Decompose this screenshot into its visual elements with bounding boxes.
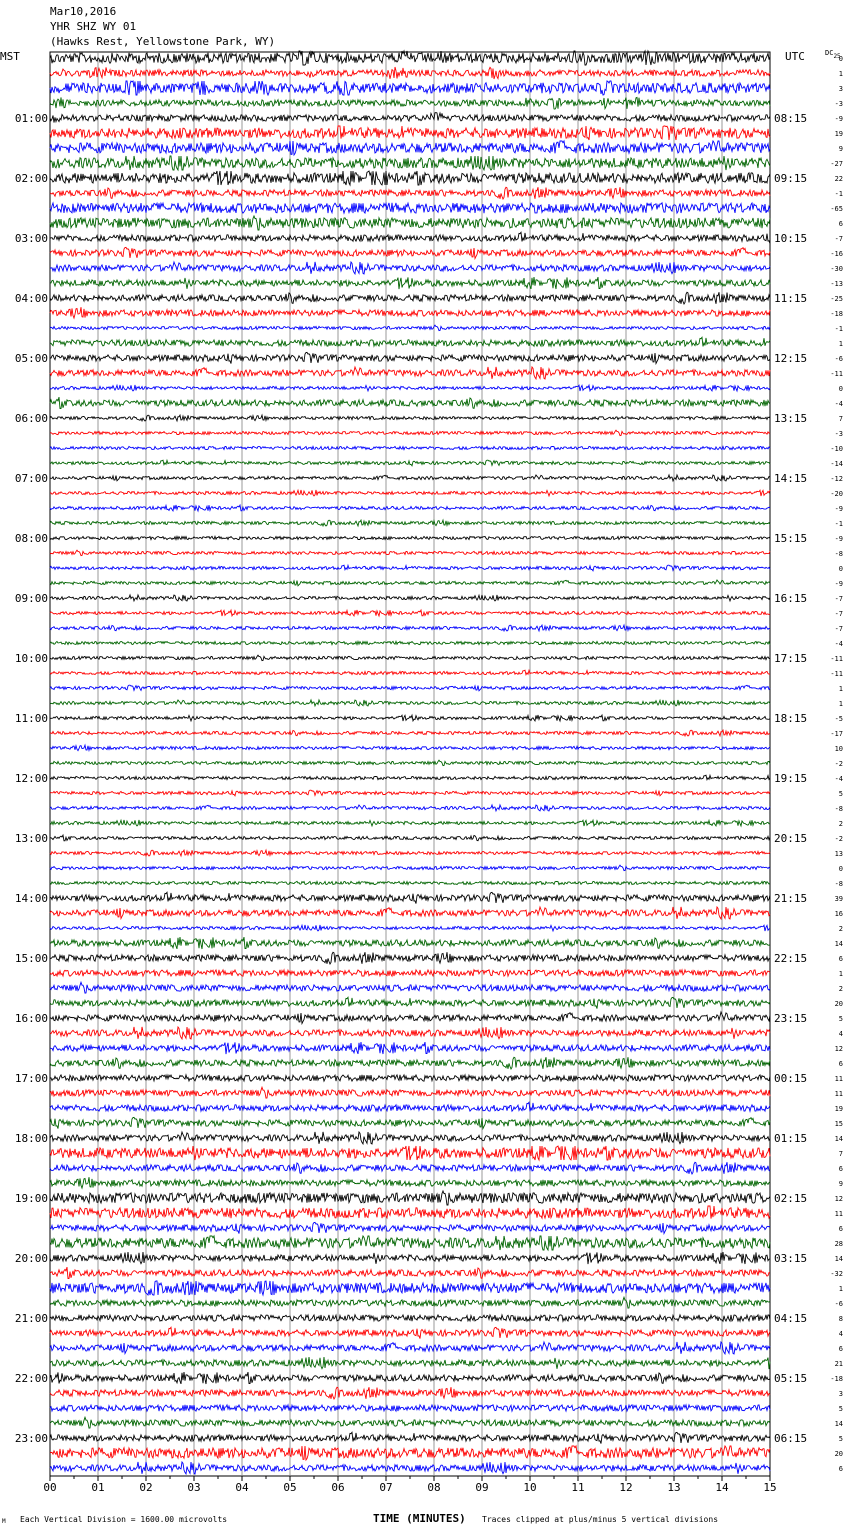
dc-offset-label: 2 xyxy=(838,985,843,993)
trace-line xyxy=(50,625,770,631)
x-axis-tick-label: 11 xyxy=(571,1481,585,1494)
trace-line xyxy=(50,97,770,109)
trace-line xyxy=(50,247,770,258)
trace-line xyxy=(50,760,770,765)
x-axis-tick-label: 10 xyxy=(523,1481,537,1494)
left-hour-label: 02:00 xyxy=(14,172,48,185)
left-hour-label: 14:00 xyxy=(14,892,48,905)
trace-line xyxy=(50,1117,770,1128)
x-axis-tick-label: 07 xyxy=(379,1481,393,1494)
dc-offset-label: -13 xyxy=(830,280,843,288)
trace-line xyxy=(50,1027,770,1039)
dc-offset-label: -30 xyxy=(830,265,843,273)
dc-offset-label: 2 xyxy=(838,925,843,933)
dc-offset-label: -8 xyxy=(834,805,843,813)
left-hour-label: 07:00 xyxy=(14,472,48,485)
right-hour-label: 08:15 xyxy=(774,112,808,125)
dc-offset-label: -1 xyxy=(834,325,843,333)
trace-line xyxy=(50,171,770,185)
dc-offset-label: 14 xyxy=(834,1255,843,1263)
trace-line xyxy=(50,446,770,449)
date-label: Mar10,2016 xyxy=(50,5,117,18)
trace-line xyxy=(50,1315,770,1321)
dc-offset-label: 2 xyxy=(838,820,843,828)
dc-offset-label: 16 xyxy=(834,910,843,918)
left-hour-label: 18:00 xyxy=(14,1132,48,1145)
left-hour-label: 10:00 xyxy=(14,652,48,665)
right-hour-label: 20:15 xyxy=(774,832,808,845)
x-axis-tick-label: 00 xyxy=(43,1481,57,1494)
trace-line xyxy=(50,820,770,826)
dc-offset-label: -1 xyxy=(834,190,843,198)
right-hour-label: 13:15 xyxy=(774,412,808,425)
dc-offset-label: -3 xyxy=(834,430,843,438)
trace-line xyxy=(50,1462,770,1474)
dc-offset-label: 28 xyxy=(834,1240,843,1248)
trace-line xyxy=(50,51,770,65)
trace-line xyxy=(50,952,770,964)
trace-line xyxy=(50,1432,770,1443)
trace-line xyxy=(50,187,770,199)
right-hour-label: 12:15 xyxy=(774,352,808,365)
trace-line xyxy=(50,367,770,379)
trace-line xyxy=(50,385,770,391)
dc-offset-label: 20 xyxy=(834,1450,843,1458)
trace-line xyxy=(50,892,770,903)
x-axis-tick-label: 02 xyxy=(139,1481,153,1494)
trace-line xyxy=(50,610,770,616)
trace-line xyxy=(50,881,770,884)
dc-offset-label: 4 xyxy=(838,1330,843,1338)
trace-line xyxy=(50,216,770,230)
trace-line xyxy=(50,835,770,841)
trace-line xyxy=(50,1162,770,1174)
right-hour-label: 10:15 xyxy=(774,232,808,245)
trace-line xyxy=(50,262,770,274)
dc-offset-label: 12 xyxy=(834,1045,843,1053)
trace-line xyxy=(50,1357,770,1369)
trace-line xyxy=(50,865,770,870)
trace-line xyxy=(50,1327,770,1338)
dc-offset-label: -6 xyxy=(834,355,843,363)
dc-offset-label: -4 xyxy=(834,400,843,408)
left-hour-label: 16:00 xyxy=(14,1012,48,1025)
dc-offset-label: 5 xyxy=(838,1405,843,1413)
left-hour-label: 21:00 xyxy=(14,1312,48,1325)
trace-line xyxy=(50,1191,770,1205)
trace-line xyxy=(50,352,770,363)
dc-offset-label: -18 xyxy=(830,310,843,318)
x-axis-tick-label: 01 xyxy=(91,1481,105,1494)
trace-line xyxy=(50,415,770,421)
right-hour-label: 17:15 xyxy=(774,652,808,665)
trace-line xyxy=(50,1252,770,1264)
trace-line xyxy=(50,685,770,691)
trace-line xyxy=(50,490,770,496)
dc-offset-label: 6 xyxy=(838,1060,843,1068)
right-hour-label: 14:15 xyxy=(774,472,808,485)
dc-offset-label: -17 xyxy=(830,730,843,738)
left-hour-label: 17:00 xyxy=(14,1072,48,1085)
trace-line xyxy=(50,805,770,811)
dc-offset-label: -7 xyxy=(834,610,843,618)
dc-offset-label: 1 xyxy=(838,700,843,708)
left-hour-label: 20:00 xyxy=(14,1252,48,1265)
x-axis-tick-label: 03 xyxy=(187,1481,201,1494)
dc-offset-label: 14 xyxy=(834,1135,843,1143)
trace-line xyxy=(50,641,770,644)
dc-offset-label: 3 xyxy=(838,85,843,93)
dc-offset-label: 6 xyxy=(838,1345,843,1353)
location-label: (Hawks Rest, Yellowstone Park, WY) xyxy=(50,35,276,48)
dc-offset-label: 0 xyxy=(838,55,843,63)
right-hour-label: 16:15 xyxy=(774,592,808,605)
dc-offset-label: 19 xyxy=(834,1105,843,1113)
trace-line xyxy=(50,730,770,736)
dc-offset-label: -8 xyxy=(834,880,843,888)
right-hour-label: 19:15 xyxy=(774,772,808,785)
dc-offset-label: 11 xyxy=(834,1075,843,1083)
right-hour-label: 01:15 xyxy=(774,1132,808,1145)
dc-offset-label: 1 xyxy=(838,340,843,348)
dc-offset-label: -4 xyxy=(834,640,843,648)
left-hour-label: 04:00 xyxy=(14,292,48,305)
dc-offset-label: 0 xyxy=(838,865,843,873)
trace-line xyxy=(50,790,770,796)
dc-offset-label: 8 xyxy=(838,1315,843,1323)
dc-offset-label: -1 xyxy=(834,520,843,528)
dc-offset-label: -9 xyxy=(834,505,843,513)
trace-line xyxy=(50,1281,770,1295)
right-hour-label: 18:15 xyxy=(774,712,808,725)
trace-line xyxy=(50,1177,770,1188)
trace-line xyxy=(50,203,770,213)
dc-offset-label: -65 xyxy=(830,205,843,213)
left-hour-label: 15:00 xyxy=(14,952,48,965)
trace-line xyxy=(50,1342,770,1354)
trace-line xyxy=(50,1012,770,1024)
trace-line xyxy=(50,700,770,706)
trace-line xyxy=(50,1087,770,1098)
trace-line xyxy=(50,1267,770,1278)
dc-offset-label: -6 xyxy=(834,1300,843,1308)
dc-offset-label: 14 xyxy=(834,1420,843,1428)
trace-line xyxy=(50,81,770,95)
left-hour-label: 03:00 xyxy=(14,232,48,245)
right-hour-label: 21:15 xyxy=(774,892,808,905)
dc-offset-label: 3 xyxy=(838,1390,843,1398)
trace-line xyxy=(50,997,770,1008)
dc-offset-label: -10 xyxy=(830,445,843,453)
dc-offset-label: 6 xyxy=(838,955,843,963)
dc-offset-label: -5 xyxy=(834,715,843,723)
trace-line xyxy=(50,925,770,931)
x-axis-tick-label: 15 xyxy=(763,1481,777,1494)
dc-offset-label: -12 xyxy=(830,475,843,483)
dc-offset-label: -9 xyxy=(834,580,843,588)
dc-offset-label: 22 xyxy=(834,175,843,183)
dc-offset-label: -27 xyxy=(830,160,843,168)
dc-offset-label: -20 xyxy=(830,490,843,498)
right-hour-label: 15:15 xyxy=(774,532,808,545)
dc-offset-label: 9 xyxy=(838,1180,843,1188)
trace-line xyxy=(50,460,770,466)
dc-offset-label: -9 xyxy=(834,115,843,123)
dc-offset-label: -2 xyxy=(834,760,843,768)
dc-offset-label: 1 xyxy=(838,970,843,978)
dc-offset-label: 13 xyxy=(834,850,843,858)
trace-line xyxy=(50,1132,770,1144)
dc-offset-label: 21 xyxy=(834,1360,843,1368)
dc-offset-label: -7 xyxy=(834,235,843,243)
left-timezone-label: MST xyxy=(0,50,20,63)
trace-line xyxy=(50,1417,770,1428)
left-hour-label: 23:00 xyxy=(14,1432,48,1445)
trace-line xyxy=(50,1387,770,1399)
trace-line xyxy=(50,850,770,856)
left-hour-label: 19:00 xyxy=(14,1192,48,1205)
right-hour-label: 09:15 xyxy=(774,172,808,185)
left-hour-label: 01:00 xyxy=(14,112,48,125)
trace-line xyxy=(50,1236,770,1250)
x-axis-tick-label: 05 xyxy=(283,1481,297,1494)
trace-line xyxy=(50,505,770,511)
dc-offset-label: 0 xyxy=(838,565,843,573)
right-hour-label: 11:15 xyxy=(774,292,808,305)
dc-offset-label: 7 xyxy=(838,415,843,423)
right-timezone-label: UTC xyxy=(785,50,805,63)
trace-line xyxy=(50,325,770,330)
trace-line xyxy=(50,536,770,539)
dc-offset-label: -25 xyxy=(830,295,843,303)
dc-offset-label: 11 xyxy=(834,1090,843,1098)
trace-line xyxy=(50,595,770,601)
left-hour-label: 08:00 xyxy=(14,532,48,545)
left-hour-label: 09:00 xyxy=(14,592,48,605)
dc-offset-label: 12 xyxy=(834,1195,843,1203)
trace-line xyxy=(50,156,770,170)
x-axis-tick-label: 09 xyxy=(475,1481,489,1494)
left-hour-label: 22:00 xyxy=(14,1372,48,1385)
trace-line xyxy=(50,232,770,243)
trace-line xyxy=(50,292,770,304)
dc-offset-label: -11 xyxy=(830,670,843,678)
left-hour-label: 05:00 xyxy=(14,352,48,365)
right-hour-label: 03:15 xyxy=(774,1252,808,1265)
dc-offset-label: 20 xyxy=(834,1000,843,1008)
dc-offset-label: 9 xyxy=(838,145,843,153)
trace-line xyxy=(50,715,770,721)
trace-line xyxy=(50,1222,770,1233)
right-hour-label: 02:15 xyxy=(774,1192,808,1205)
trace-line xyxy=(50,745,770,751)
dc-offset-label: 6 xyxy=(838,1225,843,1233)
x-axis-tick-label: 06 xyxy=(331,1481,345,1494)
dc-offset-label: 39 xyxy=(834,895,843,903)
trace-line xyxy=(50,907,770,919)
left-hour-label: 12:00 xyxy=(14,772,48,785)
left-hour-label: 11:00 xyxy=(14,712,48,725)
right-hour-label: 00:15 xyxy=(774,1072,808,1085)
x-axis-title: TIME (MINUTES) xyxy=(373,1512,466,1525)
trace-line xyxy=(50,1206,770,1219)
dc-offset-label: 6 xyxy=(838,220,843,228)
trace-line xyxy=(50,113,770,123)
trace-line xyxy=(50,1057,770,1069)
dc-offset-label: 14 xyxy=(834,940,843,948)
trace-line xyxy=(50,141,770,155)
trace-line xyxy=(50,982,770,993)
trace-line xyxy=(50,1405,770,1411)
vertical-division-note: Each Vertical Division = 1600.00 microvolts xyxy=(20,1515,228,1524)
trace-line xyxy=(50,1297,770,1308)
dc-offset-label: 5 xyxy=(838,1015,843,1023)
right-hour-label: 05:15 xyxy=(774,1372,808,1385)
trace-line xyxy=(50,1075,770,1081)
trace-line xyxy=(50,580,770,586)
trace-line xyxy=(50,670,770,675)
dc-offset-label: -8 xyxy=(834,550,843,558)
dc-offset-label: 1 xyxy=(838,1285,843,1293)
dc-offset-label: -7 xyxy=(834,625,843,633)
dc-offset-label: -16 xyxy=(830,250,843,258)
left-hour-label: 06:00 xyxy=(14,412,48,425)
trace-line xyxy=(50,565,770,571)
trace-line xyxy=(50,775,770,780)
x-axis-tick-label: 12 xyxy=(619,1481,633,1494)
trace-line xyxy=(50,337,770,346)
dc-offset-label: -11 xyxy=(830,655,843,663)
station-label: YHR SHZ WY 01 xyxy=(50,20,137,33)
trace-line xyxy=(50,307,770,318)
dc-offset-label: 7 xyxy=(838,1150,843,1158)
trace-line xyxy=(50,1146,770,1160)
x-axis-tick-label: 14 xyxy=(715,1481,729,1494)
dc-offset-label: 4 xyxy=(838,1030,843,1038)
x-axis-tick-label: 08 xyxy=(427,1481,441,1494)
dc-offset-label: 5 xyxy=(838,790,843,798)
trace-line xyxy=(50,430,770,435)
dc-offset-label: -9 xyxy=(834,535,843,543)
right-hour-label: 22:15 xyxy=(774,952,808,965)
trace-line xyxy=(50,1042,770,1054)
dc-offset-label: -2 xyxy=(834,835,843,843)
dc-offset-label: 0 xyxy=(838,385,843,393)
dc-offset-label: 11 xyxy=(834,1210,843,1218)
dc-offset-label: -14 xyxy=(830,460,843,468)
x-axis-tick-label: 04 xyxy=(235,1481,249,1494)
x-axis-tick-label: 13 xyxy=(667,1481,681,1494)
dc-offset-label: 15 xyxy=(834,1120,843,1128)
dc-offset-label: 1 xyxy=(838,70,843,78)
trace-line xyxy=(50,937,770,949)
right-hour-label: 06:15 xyxy=(774,1432,808,1445)
trace-line xyxy=(50,397,770,408)
trace-line xyxy=(50,1102,770,1111)
dc-offset-label: 1 xyxy=(838,685,843,693)
trace-line xyxy=(50,475,770,481)
dc-offset-label: 19 xyxy=(834,130,843,138)
trace-line xyxy=(50,550,770,555)
dc-offset-label: -18 xyxy=(830,1375,843,1383)
trace-line xyxy=(50,970,770,976)
clipping-note: Traces clipped at plus/minus 5 vertical divisions xyxy=(482,1515,719,1524)
trace-line xyxy=(50,1372,770,1384)
right-hour-label: 23:15 xyxy=(774,1012,808,1025)
right-hour-label: 04:15 xyxy=(774,1312,808,1325)
dc-offset-label: -32 xyxy=(830,1270,843,1278)
dc-offset-label: -3 xyxy=(834,100,843,108)
dc-offset-label: 10 xyxy=(834,745,843,753)
left-hour-label: 13:00 xyxy=(14,832,48,845)
dc-offset-label: 6 xyxy=(838,1465,843,1473)
dc-offset-label: 5 xyxy=(838,1435,843,1443)
trace-line xyxy=(50,126,770,140)
dc-offset-label: 6 xyxy=(838,1165,843,1173)
corner-mark: M xyxy=(2,1518,6,1525)
dc-label: DC25 xyxy=(825,49,841,60)
dc-offset-label: -7 xyxy=(834,595,843,603)
dc-offset-label: -4 xyxy=(834,775,843,783)
trace-line xyxy=(50,277,770,289)
trace-line xyxy=(50,67,770,79)
dc-offset-label: -11 xyxy=(830,370,843,378)
trace-line xyxy=(50,655,770,660)
trace-line xyxy=(50,520,770,526)
trace-line xyxy=(50,1446,770,1460)
